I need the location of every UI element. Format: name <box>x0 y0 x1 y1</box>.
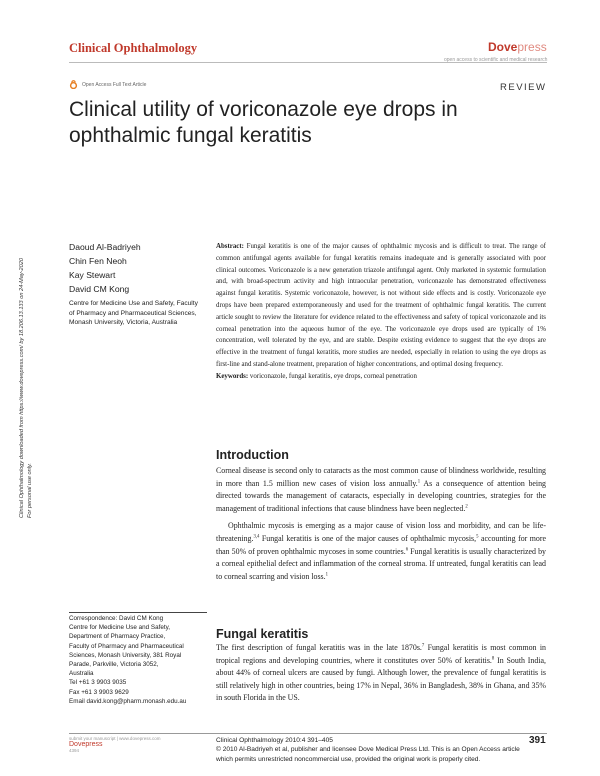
footer-license: © 2010 Al-Badriyeh et al, publisher and licensee Dove Medical Press Ltd. This is an Open Access article which permits unrestricted noncommercial use, provided the original work is properly cited. <box>216 746 520 763</box>
footer-citation-block <box>216 736 526 764</box>
section-heading-fungal-keratitis: Fungal keratitis <box>216 627 309 641</box>
submit-link[interactable]: submit your manuscript | www.dovepress.com <box>69 736 161 741</box>
author: Chin Fen Neoh <box>69 256 127 266</box>
watermark-line-2: For personal use only. <box>27 463 33 518</box>
footer-left <box>69 736 160 754</box>
abstract-label: Abstract: <box>216 243 244 250</box>
footer-citation: Clinical Ophthalmology 2010:4 391–405 <box>216 737 333 744</box>
correspondence-rule <box>69 612 207 613</box>
footer-publisher: Dovepress <box>69 741 103 748</box>
correspondence: Correspondence: David CM Kong Centre for Medicine Use and Safety, Department of Pharmacy Practice, Faculty of Pharmacy and Pharmaceutical Sciences, Monash University, 381 Royal Parade, Parkville, Victoria 3052, Australia Tel +61 3 9903 9035 Fax +61 3 9903 9629 Email david.kong@pharm.monash.edu.au <box>69 614 209 706</box>
author: Daoud Al-Badriyeh <box>69 242 141 252</box>
publisher-tagline: open access to scientific and medical research <box>444 57 548 63</box>
abstract <box>216 241 546 383</box>
footer-code: 4394 <box>69 748 80 753</box>
header-rule <box>69 62 547 63</box>
author: David CM Kong <box>69 284 130 294</box>
article-title: Clinical utility of voriconazole eye drops in ophthalmic fungal keratitis <box>69 98 458 147</box>
footer-rule <box>69 733 547 734</box>
paragraph: Corneal disease is second only to cataracts as the most common cause of blindness worldwide, resulting in more than 1.5 million new cases of vision loss annually.$^1$ As a consequence of attention being directed towards the management of cataracts, especially in developing countries, strategies for the management of traditional infections that cause blindness have been neglected.$^2$ <box>216 466 547 513</box>
section-heading-introduction: Introduction <box>216 448 289 462</box>
open-access-text: Open Access Full Text Article <box>82 81 147 88</box>
article-type: REVIEW <box>500 82 547 93</box>
publisher-logo <box>488 40 547 54</box>
author-list <box>69 240 141 296</box>
watermark-line-1: Clinical Ophthalmology downloaded from https://www.dovepress.com/ by 18.206.13.133 on 24-May-2020 <box>19 258 25 518</box>
author: Kay Stewart <box>69 270 116 280</box>
keywords-text: voriconazole, fungal keratitis, eye drops, corneal penetration <box>249 372 417 380</box>
fungal-keratitis-body <box>216 642 546 705</box>
publisher-brand: Dove <box>488 40 518 54</box>
watermark-svg <box>13 160 43 520</box>
open-access-label <box>69 80 146 89</box>
paragraph: The first description of fungal keratitis was in the late 1870s.$^7$ Fungal keratitis is most common in tropical regions and developing countries, where it constitutes over 50% of keratitis.$^8$ In South India, about 44% of corneal ulcers are caused by fungi. Although lower, the prevalence of fungal keratitis is still relatively high in other countries, being 17% in Nepal, 36% in Bangladesh, 38% in Ghana, and 35% in south Florida in the US. <box>216 643 546 703</box>
download-watermark <box>13 160 43 520</box>
affiliation: Centre for Medicine Use and Safety, Faculty of Pharmacy and Pharmaceutical Sciences, Monash University, Victoria, Australia <box>69 300 198 327</box>
introduction-body <box>216 465 546 583</box>
paragraph: Ophthalmic mycosis is emerging as a major cause of vision loss and morbidity, and can be life-threatening.$^{3,4}$ Fungal keratitis is one of the major causes of ophthalmic mycosis,$^5$ accounting for more than 50% of proven ophthalmic mycoses in some countries.$^6$ Fungal keratitis is usually characterized by a corneal epithelial defect and inflammation of the corneal stroma. If untreated, fungal keratitis can lead to corneal scarring and vision loss.$^1$ <box>216 521 547 581</box>
journal-name: Clinical Ophthalmology <box>69 41 198 55</box>
publisher-press: press <box>517 40 547 54</box>
keywords-label: Keywords: <box>216 372 249 380</box>
correspondence-email[interactable]: Email david.kong@pharm.monash.edu.au <box>69 697 187 705</box>
open-access-icon <box>69 80 78 89</box>
abstract-text: Fungal keratitis is one of the major causes of ophthalmic mycosis and is difficult to treat. The range of common antifungal agents available for fungal keratitis remains inadequate and is generally associated with poor clinical outcomes. Voriconazole is a new generation triazole antifungal agent. Only marketed in systemic formulation and, with broad-spectrum activity and high intraocular penetration, voriconazole has demonstrated effectiveness against fungal keratitis. Systemic voriconazole, however, is not without side effects and is costly. Voriconazole eye drops have been prepared extemporaneously and used for the treatment of ophthalmic fungal keratitis. The current article sought to review the literature for evidence related to the effectiveness and safety of topical voriconazole and its corneal penetration into the aqueous humor of the eye. The voriconazole eye drops used are typically of 1% concentration, well tolerated by the eye, and are stable. Despite existing evidence to suggest that the eye drops are effective in the treatment of fungal keratitis, more studies are needed, especially in relation to using the eye drops as first-line and stand-alone treatment, preparation of higher concentrations, and optimal dosing frequency. <box>216 243 546 368</box>
page-number: 391 <box>529 735 546 746</box>
